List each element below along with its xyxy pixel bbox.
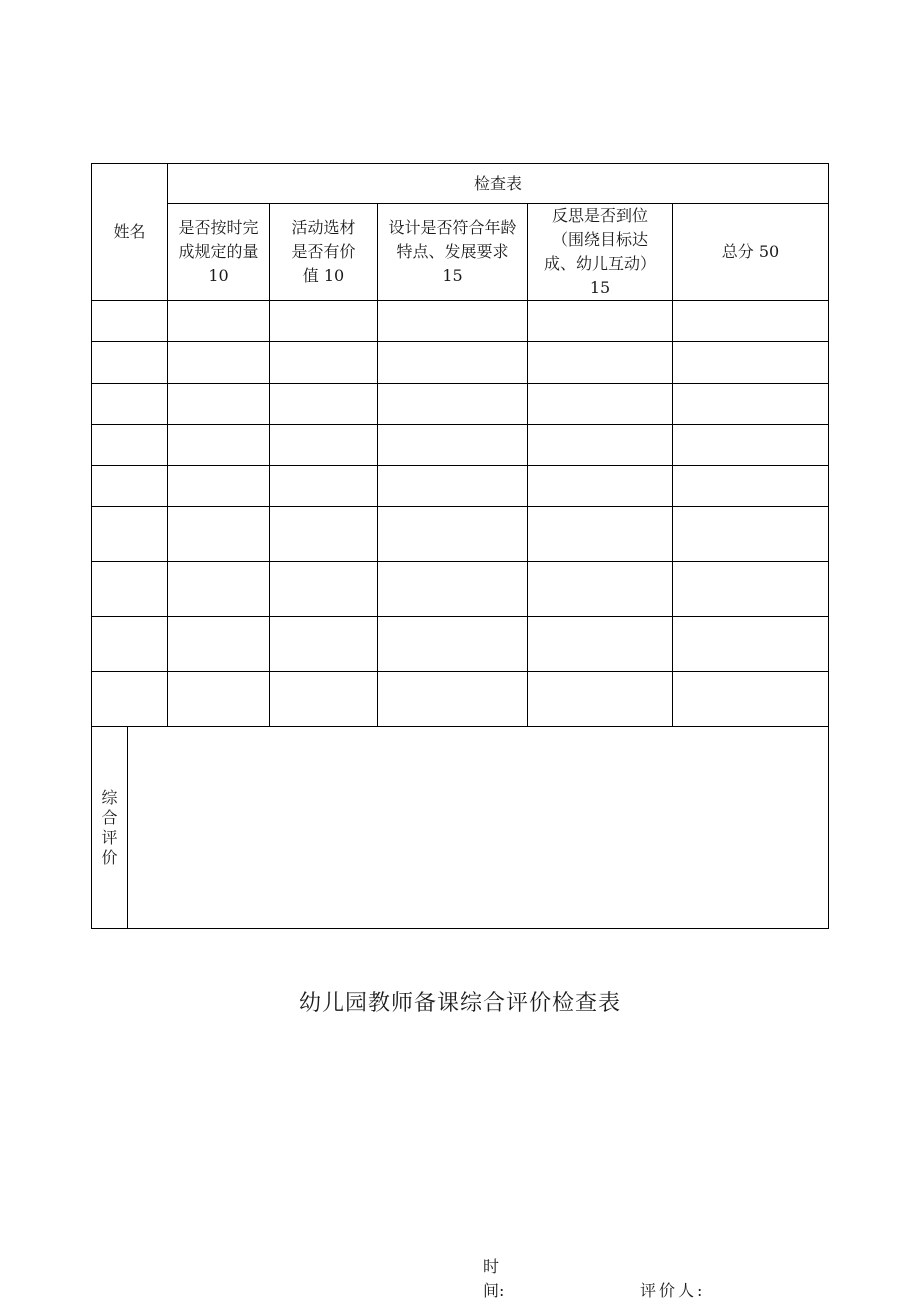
summary-label-char: 价	[101, 847, 118, 867]
document-title: 幼儿园教师备课综合评价检查表	[298, 991, 621, 1016]
checklist-header: 检查表	[473, 173, 522, 193]
time-label-line2: 间:	[483, 1281, 505, 1300]
row-divider	[91, 506, 829, 507]
summary-label-char: 综	[101, 787, 118, 807]
row-divider	[91, 616, 829, 617]
name-header: 姓名	[113, 222, 146, 241]
row-divider	[91, 424, 829, 425]
column-header-design: 设计是否符合年龄 特点、发展要求 15	[388, 218, 517, 285]
row-divider	[91, 341, 829, 342]
row-divider	[91, 383, 829, 384]
summary-input-area[interactable]	[128, 727, 828, 928]
row-divider	[91, 300, 829, 301]
column-header-reflection: 反思是否到位 （围绕目标达 成、幼儿互动） 15	[543, 206, 656, 297]
summary-label-char: 评	[101, 827, 118, 847]
evaluator-label: 评价人:	[640, 1281, 706, 1300]
column-header-on-time: 是否按时完 成规定的量 10	[178, 218, 259, 285]
column-header-material: 活动选材 是否有价 值 10	[291, 218, 356, 285]
time-label-line1: 时	[483, 1257, 500, 1276]
row-divider	[91, 465, 829, 466]
summary-label	[92, 727, 127, 928]
column-header-total: 总分 50	[721, 242, 780, 261]
summary-label-char: 合	[101, 807, 118, 827]
row-divider	[91, 561, 829, 562]
row-divider	[91, 671, 829, 672]
